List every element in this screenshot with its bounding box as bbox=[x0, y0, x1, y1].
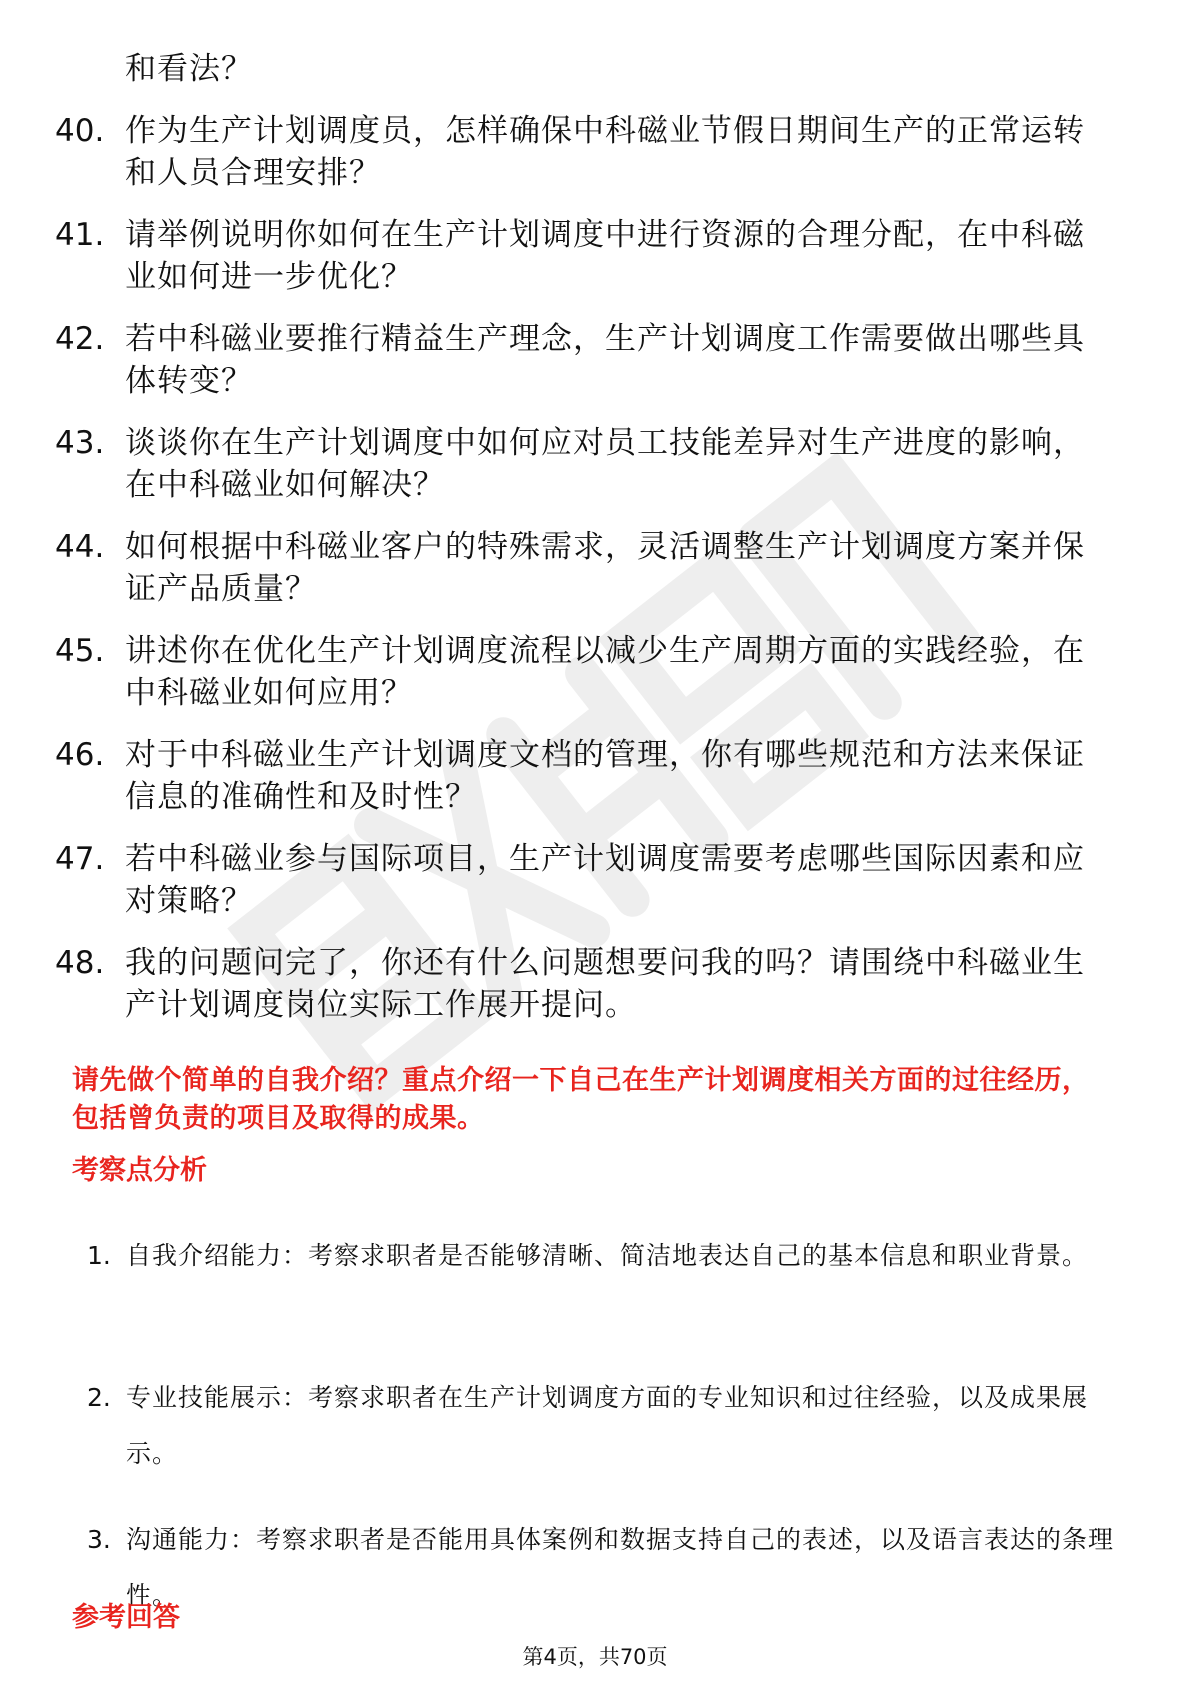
question-text: 谈谈你在生产计划调度中如何应对员工技能差异对生产进度的影响，在中科磁业如何解决？ bbox=[125, 425, 1085, 503]
question-item bbox=[0, 318, 1190, 422]
analysis-number: 2. bbox=[87, 1383, 111, 1412]
question-item bbox=[0, 942, 1190, 1046]
page-footer: 第4页，共70页 bbox=[522, 1645, 668, 1669]
question-list bbox=[0, 110, 1190, 1046]
analysis-item bbox=[0, 1228, 1190, 1370]
analysis-number: 3. bbox=[87, 1525, 111, 1554]
question-number: 41. bbox=[55, 217, 105, 253]
question-item bbox=[0, 214, 1190, 318]
question-text: 如何根据中科磁业客户的特殊需求，灵活调整生产计划调度方案并保证产品质量？ bbox=[125, 529, 1085, 607]
analysis-heading: 考察点分析 bbox=[72, 1155, 207, 1186]
question-item bbox=[0, 110, 1190, 214]
question-continuation: 和看法？ bbox=[125, 51, 253, 87]
answer-heading: 参考回答 bbox=[72, 1602, 180, 1633]
question-text: 若中科磁业参与国际项目，生产计划调度需要考虑哪些国际因素和应对策略？ bbox=[125, 841, 1085, 919]
analysis-list bbox=[0, 1228, 1190, 1654]
question-item bbox=[0, 734, 1190, 838]
analysis-number: 1. bbox=[87, 1241, 111, 1270]
question-number: 47. bbox=[55, 841, 105, 877]
question-text: 讲述你在优化生产计划调度流程以减少生产周期方面的实践经验，在中科磁业如何应用？ bbox=[125, 633, 1085, 711]
question-number: 46. bbox=[55, 737, 105, 773]
question-text: 对于中科磁业生产计划调度文档的管理，你有哪些规范和方法来保证信息的准确性和及时性？ bbox=[125, 737, 1085, 815]
question-number: 40. bbox=[55, 113, 105, 149]
featured-question: 请先做个简单的自我介绍？重点介绍一下自己在生产计划调度相关方面的过往经历，包括曾负责的项目及取得的成果。 bbox=[72, 1065, 1090, 1134]
question-item bbox=[0, 526, 1190, 630]
question-number: 42. bbox=[55, 321, 105, 357]
question-number: 43. bbox=[55, 425, 105, 461]
question-item bbox=[0, 630, 1190, 734]
question-text: 若中科磁业要推行精益生产理念，生产计划调度工作需要做出哪些具体转变？ bbox=[125, 321, 1085, 399]
analysis-item bbox=[0, 1370, 1190, 1512]
question-number: 45. bbox=[55, 633, 105, 669]
question-number: 44. bbox=[55, 529, 105, 565]
question-number: 48. bbox=[55, 945, 105, 981]
question-item bbox=[0, 422, 1190, 526]
question-text: 作为生产计划调度员，怎样确保中科磁业节假日期间生产的正常运转和人员合理安排？ bbox=[125, 113, 1085, 191]
analysis-text: 沟通能力：考察求职者是否能用具体案例和数据支持自己的表述，以及语言表达的条理性。 bbox=[126, 1525, 1115, 1610]
question-text: 我的问题问完了，你还有什么问题想要问我的吗？请围绕中科磁业生产计划调度岗位实际工作展开提问。 bbox=[125, 945, 1085, 1023]
analysis-text: 自我介绍能力：考察求职者是否能够清晰、简洁地表达自己的基本信息和职业背景。 bbox=[126, 1241, 1089, 1270]
question-text: 请举例说明你如何在生产计划调度中进行资源的合理分配，在中科磁业如何进一步优化？ bbox=[125, 217, 1085, 295]
question-item bbox=[0, 838, 1190, 942]
analysis-text: 专业技能展示：考察求职者在生产计划调度方面的专业知识和过往经验，以及成果展示。 bbox=[126, 1383, 1089, 1468]
